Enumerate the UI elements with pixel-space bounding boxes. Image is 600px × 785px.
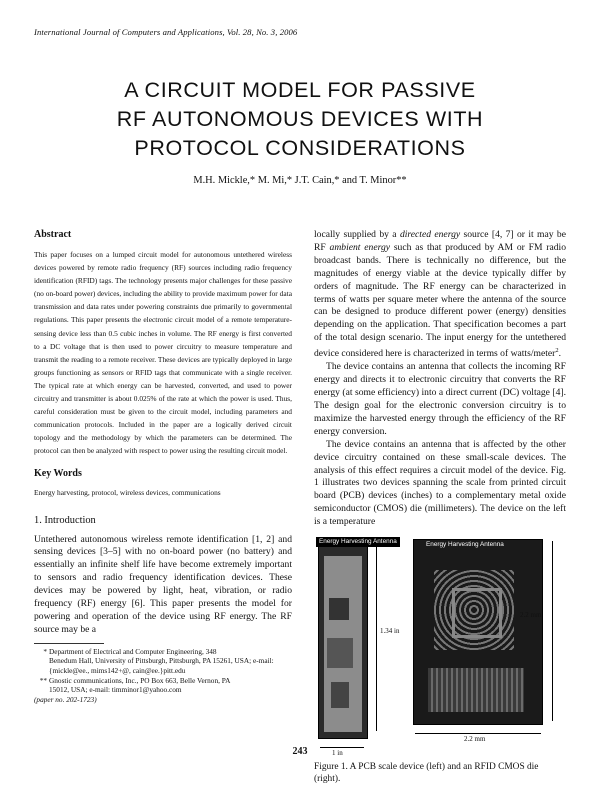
title-line-1: A CIRCUIT MODEL FOR PASSIVE (124, 78, 476, 102)
intro-text: Untethered autonomous wireless remote identification [1, 2] and sensing devices [3–5] with no on-board power (no battery) and essentially an infinite shelf life have become extremely important to sensors and radio frequency identification devices. These devices may be powered by light, heat, vibration, or radio frequency (RF) energy [6]. This paper presents the model for powering and operation of the device using RF energy. The RF source may be a (34, 533, 292, 635)
title-line-2: RF AUTONOMOUS DEVICES WITH (116, 107, 484, 131)
die-logic (428, 668, 524, 712)
abstract-heading: Abstract (34, 229, 72, 240)
die-width-label: 2.2 mm (464, 735, 486, 744)
footnote-rule (34, 643, 104, 644)
footnote-1-mark: * (43, 646, 47, 656)
pcb-antenna-label: Energy Harvesting Antenna (316, 537, 400, 547)
left-column (34, 229, 292, 704)
die-width-dimension (415, 733, 541, 734)
keywords-heading: Key Words (34, 467, 82, 479)
pcb-chip (331, 682, 349, 708)
pcb-height-dimension (376, 545, 387, 731)
p1-ambient-energy: ambient energy (329, 241, 391, 253)
footnote-2-mark: ** (39, 675, 47, 685)
right-paragraph-1 (314, 229, 566, 361)
p1-part-b: source [4, 7] or it may be RF (314, 229, 566, 253)
p1-part-a: locally supplied by a (314, 229, 400, 240)
pcb-height-label: 1.34 in (380, 627, 400, 636)
p1-superscript: 2 (555, 347, 559, 355)
pcb-device-image (318, 541, 368, 739)
keywords-text: Energy harvesting, protocol, wireless devices, communications (34, 487, 221, 497)
paper-title (0, 76, 600, 163)
figure-caption: Figure 1. A PCB scale device (left) and an RFID CMOS die (right). (314, 762, 539, 785)
footnote-2-rest: 15012, USA; e-mail: timminor1@yahoo.com (49, 685, 182, 695)
die-antenna-label: Energy Harvesting Antenna (426, 541, 504, 549)
p1-part-d: . (558, 348, 561, 360)
pcb-width-label: 1 in (332, 749, 343, 758)
die-height-label: 2.2 mm (520, 611, 542, 620)
pcb-chip (329, 598, 349, 620)
abstract-text: This paper focuses on a lumped circuit model for autonomous untethered wireless devices powered by remote radio frequency (RF) sources including radio frequency identification (RFID) tags. The technology presents major challenges for these passive (no on-board power) devices, including the ability to provide maximum power for data transmission and data rates under powering constraints due primarily to governmental regulations. This paper presents the electronic circuit model of a remote temperature-sensing device less than 0.5 cubic inches in volume. The RF energy is first converted to a DC voltage that is then used to power circuitry to measure temperature and transmit the reading to a remote receiver. These devices are typically deployed in large groups functioning as sensors or RFID tags that communicate with a single receiver. The typical rate at which energy can be harvested, converted, and used to power circuitry and transmitter is about 0.025% of the rate at which the power is used. Thus, careful consideration must be given to the circuit model, including parameters and communication protocols. Included in the paper are a logically derived circuit topology and the methodology by which the parameters can be determined. The protocol can then be analyzed with respect to power using the resulting circuit model. (34, 250, 292, 456)
journal-header: International Journal of Computers and Applications, Vol. 28, No. 3, 2006 (34, 27, 298, 37)
pcb-chip (327, 638, 353, 668)
footnote-2 (34, 676, 292, 695)
footnote-1-rest: Benedum Hall, University of Pittsburgh, Pittsburgh, PA 15261, USA; e-mail: {mickle@ee., mims142+@, cain@ee.}pitt.edu (49, 656, 274, 675)
right-column (314, 229, 566, 785)
footnote-2-first: Gnostic communications, Inc., PO Box 663, Belle Vernon, PA (49, 675, 231, 685)
die-core (452, 588, 502, 638)
p1-directed-energy: directed energy (399, 229, 461, 240)
p1-part-c: such as that produced by AM or FM radio broadcast bands. There is technically no difference, but the magnitudes of energy viable at the device typically differ by orders of magnitude. The RF energy can be characterized in terms of watts per square meter where the antenna of the source can be designed to produce different power (energy) densities depending on the application. That specification becomes a part of the total design scenario. The input energy for the untethered device considered here is characterized in terms of watts/meter (314, 241, 566, 360)
page-number: 243 (292, 746, 308, 757)
die-height-dimension (546, 541, 553, 721)
figure-1 (314, 535, 566, 761)
intro-heading: 1. Introduction (34, 514, 96, 526)
right-paragraph-3: The device contains an antenna that is affected by the other device circuitry contained on these small-scale devices. The analysis of this effect requires a circuit model of the device. Fig. 1 illustrates two devices spanning the scale from printed circuit board (PCB) devices (inches) to a complementary metal oxide semiconductor (CMOS) die (millimeters). The device on the left is a temperature (314, 438, 566, 528)
footnote-1 (34, 647, 292, 676)
paper-number: (paper no. 202-1723) (34, 694, 97, 704)
cmos-die-image (413, 539, 543, 725)
footnote-1-first: Department of Electrical and Computer Engineering, 348 (49, 646, 217, 656)
authors: M.H. Mickle,* M. Mi,* J.T. Cain,* and T. Minor** (193, 175, 407, 186)
right-paragraph-2: The device contains an antenna that collects the incoming RF energy and directs it to electronic circuitry that converts the RF energy (at some efficiency) into a direct current (DC) voltage [4]. The design goal for the electronic conversion circuitry is to maximize the harvested energy through the efficiency of the RF energy conversion. (314, 361, 566, 437)
title-line-3: PROTOCOL CONSIDERATIONS (134, 136, 466, 160)
